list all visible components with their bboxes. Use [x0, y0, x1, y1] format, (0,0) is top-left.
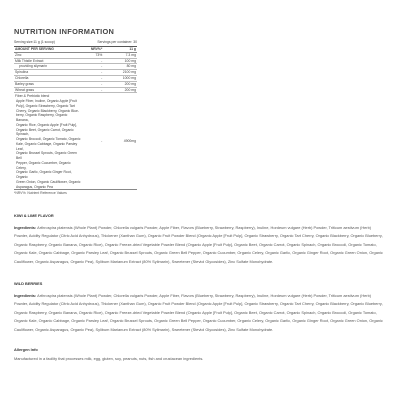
nutrient-name: Milk Thistle Extract	[15, 58, 44, 63]
allergen-text: Manufactured in a facility that processes milk, egg, gluten, soy, peanuts, nuts, fish and crustacean ingredients.	[14, 356, 204, 361]
fiber-blend-line: Asparagus, Organic Pea	[16, 184, 53, 189]
fiber-blend-amount: 4900mg	[123, 139, 136, 143]
kiwi-lime-ingredients	[14, 224, 386, 266]
servings-per-container: Servings per container: 30	[97, 40, 137, 44]
nutrient-nrv: -	[101, 81, 103, 86]
fiber-blend-line: Cherry, Organic Blackberry, Organic Blue-	[16, 108, 79, 113]
nutrient-name: Chlorella	[15, 75, 29, 80]
header-nrv: NRV%*	[90, 47, 103, 51]
wild-berries-ingredients-label: Ingredients:	[14, 293, 37, 298]
kiwi-lime-heading: KIWI & LIME FLAVOR	[14, 213, 54, 218]
nutrient-nrv: -	[101, 64, 103, 69]
allergen-info	[14, 355, 386, 363]
nutrient-amount: 2100 mg	[122, 70, 136, 75]
wild-berries-heading: WILD BERRIES	[14, 281, 43, 286]
fiber-blend-line: Apple Fiber, Inuline, Organic Apple [Fruit	[16, 99, 77, 104]
kiwi-lime-ingredients-label: Ingredients:	[14, 225, 37, 230]
nutrient-amount: 1000 mg	[122, 75, 136, 80]
fiber-blend-line: Kale, Organic Cabbage, Organic Parsley Leaf,	[16, 141, 78, 151]
nutrient-nrv: -	[101, 58, 103, 63]
nutrient-name: Barley grass	[15, 81, 34, 86]
fiber-blend-line: Organic Brussel Sprouts, Organic Green Bell	[16, 151, 77, 161]
fiber-blend-line: Organic Broccoli, Organic Tomato, Organic	[16, 137, 81, 142]
kiwi-lime-section-heading	[14, 213, 386, 218]
nutrient-name: Spirulina	[15, 70, 29, 75]
nutrition-title: NUTRITION INFORMATION	[14, 27, 115, 36]
fiber-blend-line: Organic Garlic, Organic Ginger Root, Organic	[16, 170, 72, 180]
nutrient-amount: 200 mg	[124, 81, 136, 86]
header-amount-per-serving: AMOUNT PER SERVING	[15, 47, 54, 51]
fiber-blend-nrv: -	[101, 139, 103, 143]
kiwi-lime-ingredients-text	[14, 224, 386, 266]
header-serving-weight: 11 g	[129, 47, 136, 51]
nutrient-name: providing silymarin	[19, 64, 48, 69]
nutrient-nrv: -	[101, 70, 103, 75]
nutrition-rows	[14, 53, 137, 94]
nutrient-nrv: 73%	[95, 52, 103, 57]
fiber-blend-line: Fiber & Prebiotic blend	[15, 94, 50, 99]
fiber-blend-line: Pepper, Organic Cucumber, Organic Celery,	[16, 160, 71, 170]
nutrient-nrv: -	[101, 87, 103, 92]
nutrient-amount: 100 mg	[124, 58, 136, 63]
allergen-heading: Allergen Info	[14, 347, 38, 352]
fiber-blend-line: Organic Beet, Organic Carrot, Organic Spinach,	[16, 127, 74, 137]
nutrient-amount: 80 mg	[126, 64, 136, 69]
fiber-blend-line: Green Onion, Organic Cauliflower, Organic	[16, 179, 81, 184]
nutrient-nrv: -	[101, 75, 103, 80]
fiber-blend-line: Pulp], Organic Strawberry, Organic Tart	[16, 103, 75, 108]
fiber-blend-description	[14, 93, 80, 189]
wild-berries-ingredients-text	[14, 292, 386, 334]
nutrient-amount: 7.3 mg	[125, 52, 136, 57]
wild-berries-section-heading	[14, 281, 386, 286]
serving-size: Serving size:11 g (1 scoop)	[14, 40, 55, 44]
wild-berries-ingredients	[14, 292, 386, 334]
serving-info	[14, 40, 137, 45]
kiwi-lime-ingredients-list: Arthrospira platensis (Whole Plant) Powder, Chlorella vulgaris Powder, Apple Fiber, Flavors (Blueberry, Strawberry, Raspberry), Inuline, Hordeum vulgare (Herb) Powder, Triticum aestivum (Herb) Powder, Acidity Regulator (Citric Acid Anhydrous), Thickener (Xanthan Gum), Organic Fruit Powder Blend (Organic Apple [Fruit Pulp], Organic Strawberry, Organic Tart Cherry, Organic Blackberry, Organic Blueberry, Organic Raspberry, Organic Banana, Organic Rice), Organic Freeze-dried Vegetable Powder Blend (Organic Apple [Fruit Pulp], Organic Beet, Organic Carrot, Organic Spinach, Organic Broccoli, Organic Tomato, Organic Kale, Organic Cabbage, Organic Parsley Leaf, Organic Brussel Sprouts, Organic Green Bell Pepper, Organic Cucumber, Organic Celery, Organic Garlic, Organic Ginger Root, Organic Green Onion, Organic Cauliflower, Organic Asparagus, Organic Pea), Sylibum Marianum Extract (80% Sylimarin), Sweetener (Steviol Glycosides), Zinc Sulfate Monohydrate.	[14, 225, 383, 264]
fiber-blend-row	[14, 93, 137, 190]
nutrient-name: Zinc	[15, 52, 22, 57]
nrv-footnote: *NRV%: Nutrient Reference Values	[14, 191, 67, 196]
nutrient-amount: 200 mg	[124, 87, 136, 92]
fiber-blend-line: Organic Rice, Organic Apple [Fruit Pulp],	[16, 122, 78, 127]
fiber-blend-line: berry, Organic Raspberry, Organic Banana,	[16, 113, 68, 123]
nutrition-table	[14, 46, 137, 196]
wild-berries-ingredients-list: Arthrospira platensis (Whole Plant) Powder, Chlorella vulgaris Powder, Apple Fiber, Flavors (Blueberry, Strawberry, Raspberry), Inuline, Hordeum vulgare (Herb) Powder, Triticum aestivum (Herb) Powder, Acidity Regulator (Citric Acid Anhydrous), Thickener (Xanthan Gum), Organic Fruit Powder Blend (Organic Apple [Fruit Pulp], Organic Strawberry, Organic Tart Cherry, Organic Blackberry, Organic Blueberry, Organic Raspberry, Organic Banana, Organic Rice), Organic Freeze-dried Vegetable Powder Blend (Organic Apple [Fruit Pulp], Organic Beet, Organic Carrot, Organic Spinach, Organic Broccoli, Organic Tomato, Organic Kale, Organic Cabbage, Organic Parsley Leaf, Organic Brussel Sprouts, Organic Green Bell Pepper, Organic Cucumber, Organic Celery, Organic Garlic, Organic Ginger Root, Organic Green Onion, Organic Cauliflower, Organic Asparagus, Organic Pea), Sylibum Marianum Extract (80% Sylimarin), Sweetener (Steviol Glycosides), Zinc Sulfate Monohydrate.	[14, 293, 383, 332]
nutrient-name: Wheat grass	[15, 87, 35, 92]
allergen-section-heading	[14, 347, 386, 352]
